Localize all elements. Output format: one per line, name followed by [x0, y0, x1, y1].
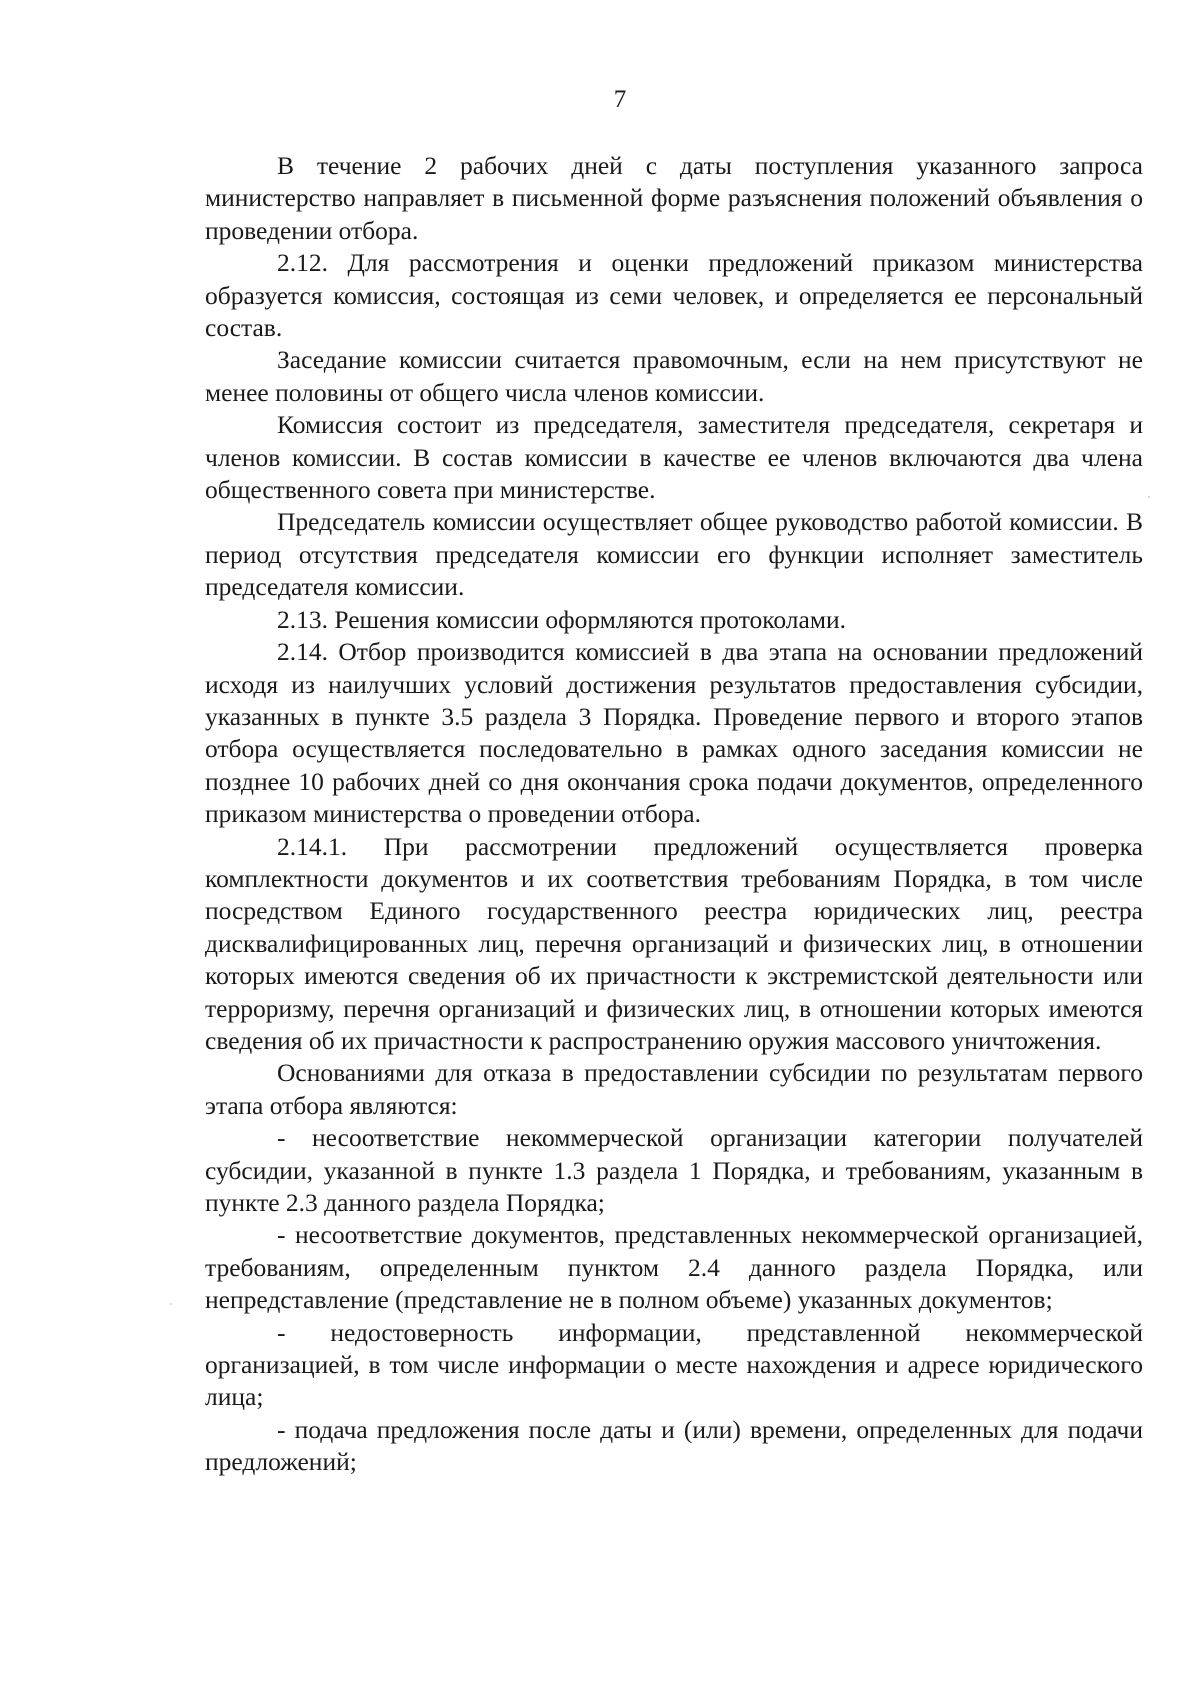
paragraph-commission-composition: Комиссия состоит из председателя, заместителя председателя, секретаря и членов комиссии. В состав комиссии в качестве ее членов включаются два члена общественного совета при министерстве.: [205, 410, 1143, 505]
scan-speck: [170, 1303, 172, 1305]
scan-speck: [1148, 496, 1150, 498]
paragraph-clarification-deadline: В течение 2 рабочих дней с даты поступления указанного запроса министерство направляет в письменной форме разъяснения положений объявления о проведении отбора.: [205, 151, 1143, 245]
paragraph-2-13: 2.13. Решения комиссии оформляются протоколами.: [277, 604, 846, 634]
paragraph-refusal-grounds: Основаниями для отказа в предоставлении субсидии по результатам первого этапа отбора являются:: [205, 1058, 1143, 1120]
document-body: [205, 150, 1143, 1479]
list-item-late-submission: - подача предложения после даты и (или) времени, определенных для подачи предложений;: [205, 1414, 1143, 1477]
paragraph-2-12: 2.12. Для рассмотрения и оценки предложений приказом министерства образуется комиссия, состоящая из семи человек, и определяется ее персональный состав.: [205, 248, 1143, 343]
list-item-documents-mismatch: - несоответствие документов, представленных некоммерческой организацией, требованиям, определенным пунктом 2.4 данного раздела Порядка, или непредставление (представление не в полном объеме) указанных документов;: [205, 1220, 1143, 1315]
paragraph-2-14: 2.14. Отбор производится комиссией в два этапа на основании предложений исходя из наилучших условий достижения результатов предоставления субсидии, указанных в пункте 3.5 раздела 3 Порядка. Проведение первого и второго этапов отбора осуществляется последовательно в рамках одного заседания комиссии не позднее 10 рабочих дней со дня окончания срока подачи документов, определенного приказом министерства о проведении отбора.: [205, 637, 1143, 829]
list-item-category-mismatch: - несоответствие некоммерческой организации категории получателей субсидии, указанной в пункте 1.3 раздела 1 Порядка, и требованиям, указанным в пункте 2.3 данного раздела Порядка;: [205, 1123, 1143, 1217]
list-item-false-information: - недостоверность информации, представленной некоммерческой организацией, в том числе информации о месте нахождения и адресе юридического лица;: [205, 1317, 1143, 1412]
paragraph-2-14-1: 2.14.1. При рассмотрении предложений осуществляется проверка комплектности документов и их соответствия требованиям Порядка, в том числе посредством Единого государственного реестра юридических лиц, реестра дисквалифицированных лиц, перечня организаций и физических лиц, в отношении которых имеются сведения об их причастности к экстремистской деятельности или терроризму, перечня организаций и физических лиц, в отношении которых имеются сведения об их причастности к распространению оружия массового уничтожения.: [205, 831, 1143, 1055]
page-number: 7: [613, 86, 627, 113]
paragraph-quorum: Заседание комиссии считается правомочным, если на нем присутствуют не менее половины от общего числа членов комиссии.: [205, 345, 1143, 407]
paragraph-chairman: Председатель комиссии осуществляет общее руководство работой комиссии. В период отсутствия председателя комиссии его функции исполняет заместитель председателя комиссии.: [205, 507, 1143, 602]
